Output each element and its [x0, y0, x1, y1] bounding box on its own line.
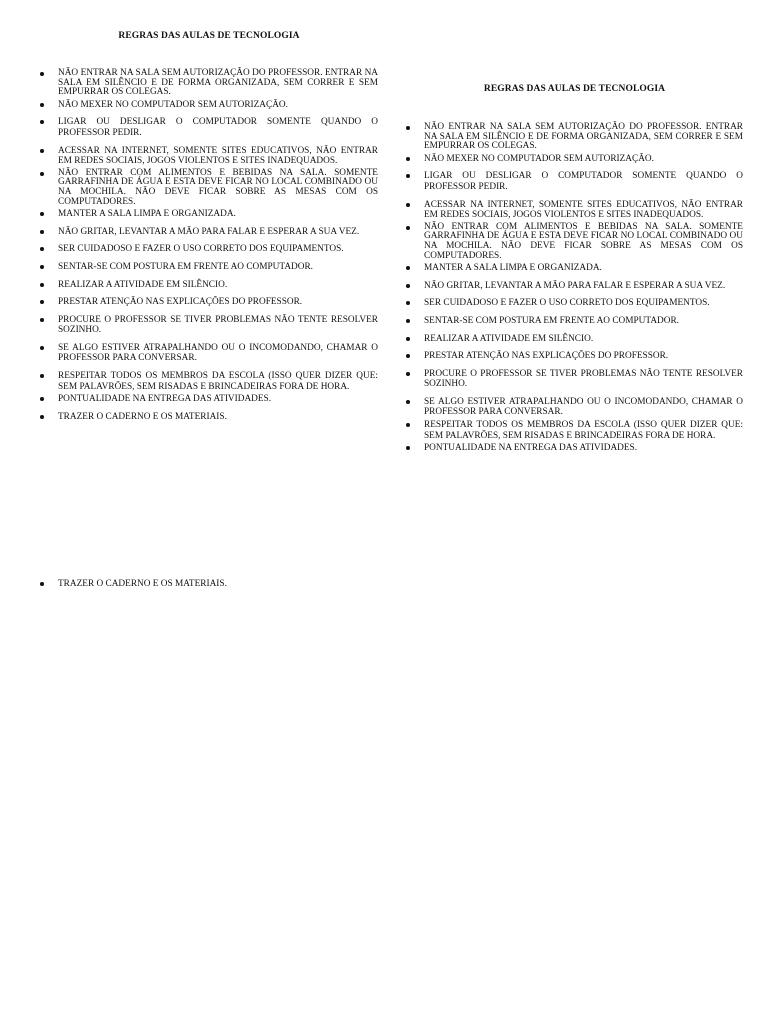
rule-item — [40, 262, 378, 273]
rule-text: ACESSAR NA INTERNET, SOMENTE SITES EDUCATIVOS, NÃO ENTRAR EM REDES SOCIAIS, JOGOS VIOLENTOS E SITES INADEQUADOS. — [58, 145, 378, 167]
rule-text: NÃO ENTRAR NA SALA SEM AUTORIZAÇÃO DO PROFESSOR. ENTRAR NA SALA EM SILÊNCIO E DE FORMA ORGANIZADA, SEM CORRER E SEM EMPURRAR OS COLEGAS. — [58, 68, 378, 98]
left-extra-rule — [40, 579, 378, 597]
rule-item — [406, 316, 743, 327]
rule-text: PROCURE O PROFESSOR SE TIVER PROBLEMAS NÃO TENTE RESOLVER SOZINHO. — [424, 368, 743, 390]
rule-item — [406, 443, 743, 454]
rule-text: TRAZER O CADERNO E OS MATERIAIS. — [58, 411, 227, 422]
rule-item — [40, 343, 378, 364]
rule-text: PROCURE O PROFESSOR SE TIVER PROBLEMAS NÃO TENTE RESOLVER SOZINHO. — [58, 314, 378, 336]
bullet-icon — [40, 415, 44, 419]
bullet-icon — [406, 266, 410, 270]
bullet-icon — [406, 301, 410, 305]
rule-text: SENTAR-SE COM POSTURA EM FRENTE AO COMPUTADOR. — [58, 261, 313, 272]
rule-text: NÃO GRITAR, LEVANTAR A MÃO PARA FALAR E ESPERAR A SUA VEZ. — [424, 280, 726, 291]
rule-text: NÃO ENTRAR NA SALA SEM AUTORIZAÇÃO DO PROFESSOR. ENTRAR NA SALA EM SILÊNCIO E DE FORMA ORGANIZADA, SEM CORRER E SEM EMPURRAR OS COLEGAS. — [424, 122, 743, 152]
bullet-icon — [406, 337, 410, 341]
bullet-icon — [406, 400, 410, 404]
rule-text: ACESSAR NA INTERNET, SOMENTE SITES EDUCATIVOS, NÃO ENTRAR EM REDES SOCIAIS, JOGOS VIOLENTOS E SITES INADEQUADOS. — [424, 199, 743, 221]
rule-text: SER CUIDADOSO E FAZER O USO CORRETO DOS EQUIPAMENTOS. — [424, 298, 710, 309]
bullet-icon — [40, 103, 44, 107]
bullet-icon — [40, 247, 44, 251]
rule-text: RESPEITAR TODOS OS MEMBROS DA ESCOLA (ISSO QUER DIZER QUE: SEM PALAVRÕES, SEM RISADAS E BRINCADEIRAS FORA DE HORA. — [424, 420, 743, 441]
rule-item — [406, 171, 743, 192]
rule-text: SENTAR-SE COM POSTURA EM FRENTE AO COMPUTADOR. — [424, 315, 679, 326]
rule-text: PONTUALIDADE NA ENTREGA DAS ATIVIDADES. — [58, 394, 272, 405]
rule-item — [40, 227, 378, 238]
rule-text: MANTER A SALA LIMPA E ORGANIZADA. — [424, 263, 602, 274]
bullet-icon — [406, 423, 410, 427]
left-title: REGRAS DAS AULAS DE TECNOLOGIA — [118, 31, 300, 41]
rule-item — [406, 334, 743, 345]
rule-item — [40, 117, 378, 138]
bullet-icon — [40, 172, 44, 176]
bullet-icon — [40, 397, 44, 401]
rule-text: SER CUIDADOSO E FAZER O USO CORRETO DOS EQUIPAMENTOS. — [58, 244, 344, 255]
left-extra-list — [40, 579, 378, 590]
rule-item — [40, 371, 378, 392]
bullet-icon — [406, 126, 410, 130]
bullet-icon — [40, 265, 44, 269]
bullet-icon — [40, 149, 44, 153]
rule-item — [406, 154, 743, 165]
rule-text: NÃO GRITAR, LEVANTAR A MÃO PARA FALAR E ESPERAR A SUA VEZ. — [58, 226, 360, 237]
bullet-icon — [406, 284, 410, 288]
rule-text: PRESTAR ATENÇÃO NAS EXPLICAÇÕES DO PROFESSOR. — [58, 297, 303, 308]
bullet-icon — [406, 319, 410, 323]
rule-text: PRESTAR ATENÇÃO NAS EXPLICAÇÕES DO PROFESSOR. — [424, 351, 669, 362]
rule-text: NÃO MEXER NO COMPUTADOR SEM AUTORIZAÇÃO. — [58, 99, 288, 110]
bullet-icon — [40, 283, 44, 287]
rule-text: TRAZER O CADERNO E OS MATERIAIS. — [58, 579, 227, 589]
rule-item — [40, 209, 378, 220]
rule-item — [40, 169, 378, 207]
bullet-icon — [406, 203, 410, 207]
rule-text: MANTER A SALA LIMPA E ORGANIZADA. — [58, 209, 236, 220]
bullet-icon — [406, 157, 410, 161]
rule-item — [406, 223, 743, 261]
bullet-icon — [406, 354, 410, 358]
rule-text: LIGAR OU DESLIGAR O COMPUTADOR SOMENTE QUANDO O PROFESSOR PEDIR. — [58, 117, 378, 138]
rule-item — [406, 123, 743, 152]
bullet-icon — [406, 226, 410, 230]
rule-item — [40, 244, 378, 255]
rule-item — [40, 297, 378, 308]
left-rules-column — [40, 30, 378, 429]
bullet-icon — [40, 374, 44, 378]
bullet-icon — [40, 300, 44, 304]
bullet-icon — [40, 582, 44, 586]
rule-text: NÃO MEXER NO COMPUTADOR SEM AUTORIZAÇÃO. — [424, 153, 654, 164]
rule-item — [40, 280, 378, 291]
rule-item — [40, 394, 378, 405]
rule-text: NÃO ENTRAR COM ALIMENTOS E BEBIDAS NA SALA. SOMENTE GARRAFINHA DE ÁGUA E ESTA DEVE FICAR NO LOCAL COMBINADO OU NA MOCHILA. NÃO DEVE FICAR SOBRE AS MESAS COM OS COMPUTADORES. — [424, 221, 743, 261]
rule-item — [406, 420, 743, 441]
bullet-icon — [40, 72, 44, 76]
left-rules-list — [40, 69, 378, 422]
right-rules-column — [406, 83, 743, 461]
rule-text: REALIZAR A ATIVIDADE EM SILÊNCIO. — [424, 333, 594, 344]
rule-item — [40, 69, 378, 98]
bullet-icon — [40, 120, 44, 124]
rule-text: RESPEITAR TODOS OS MEMBROS DA ESCOLA (ISSO QUER DIZER QUE: SEM PALAVRÕES, SEM RISADAS E BRINCADEIRAS FORA DE HORA. — [58, 371, 378, 392]
rule-item — [406, 263, 743, 274]
rule-item — [406, 369, 743, 390]
rule-text: LIGAR OU DESLIGAR O COMPUTADOR SOMENTE QUANDO O PROFESSOR PEDIR. — [424, 171, 743, 192]
rule-item — [40, 579, 378, 590]
bullet-icon — [40, 346, 44, 350]
rule-item — [406, 298, 743, 309]
rule-text: PONTUALIDADE NA ENTREGA DAS ATIVIDADES. — [424, 443, 638, 454]
rule-text: REALIZAR A ATIVIDADE EM SILÊNCIO. — [58, 279, 228, 290]
right-rules-list — [406, 123, 743, 454]
rule-item — [406, 200, 743, 221]
bullet-icon — [40, 212, 44, 216]
rule-item — [406, 281, 743, 292]
rule-item — [406, 397, 743, 418]
rule-text: SE ALGO ESTIVER ATRAPALHANDO OU O INCOMODANDO, CHAMAR O PROFESSOR PARA CONVERSAR. — [58, 342, 378, 364]
rule-item — [40, 100, 378, 111]
bullet-icon — [40, 318, 44, 322]
rule-item — [40, 146, 378, 167]
bullet-icon — [406, 372, 410, 376]
rule-text: SE ALGO ESTIVER ATRAPALHANDO OU O INCOMODANDO, CHAMAR O PROFESSOR PARA CONVERSAR. — [424, 396, 743, 418]
rule-item — [40, 412, 378, 423]
bullet-icon — [40, 230, 44, 234]
right-title: REGRAS DAS AULAS DE TECNOLOGIA — [483, 84, 666, 94]
rule-item — [40, 315, 378, 336]
bullet-icon — [406, 174, 410, 178]
bullet-icon — [406, 446, 410, 450]
rule-text: NÃO ENTRAR COM ALIMENTOS E BEBIDAS NA SALA. SOMENTE GARRAFINHA DE ÁGUA E ESTA DEVE FICAR NO LOCAL COMBINADO OU NA MOCHILA. NÃO DEVE FICAR SOBRE AS MESAS COM OS COMPUTADORES. — [58, 167, 378, 207]
rule-item — [406, 351, 743, 362]
